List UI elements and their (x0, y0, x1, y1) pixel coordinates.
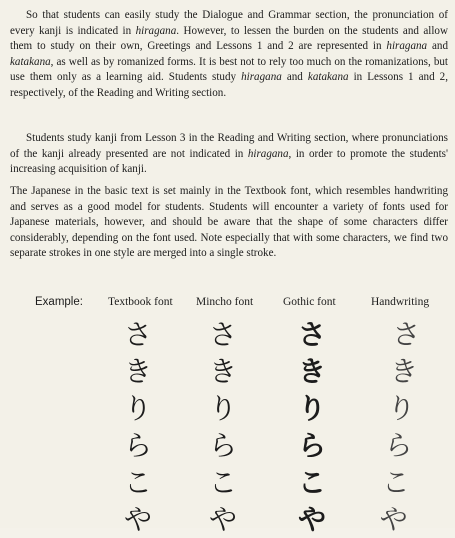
kana-char: き (123, 355, 152, 388)
kana-char: り (208, 392, 237, 425)
text-run: . However, to lessen the burden on the students and allow them to study on their own, Greetings and Lessons 1 and 2 are represented in (10, 24, 448, 53)
italic-term: hiragana (241, 71, 282, 84)
kana-char: さ (123, 318, 152, 351)
text-run: The Japanese in the basic text is set mainly in the Textbook font, which resembles handwriting and serves as a good model for students. Students will encounter a variety of fonts used for Japanese materials, however, and should be aware that the shape of some characters differ considerably, depending on the font used. Note especially that with some characters, we find two separate strokes in one style are merged into a single stroke. (10, 185, 448, 260)
kana-char: き (208, 355, 237, 388)
italic-term: katakana (10, 55, 51, 68)
kana-char: き (297, 355, 326, 388)
column-heading-mincho-font: Mincho font (196, 296, 254, 308)
kana-char: や (208, 503, 237, 536)
example-label: Example: (35, 296, 83, 308)
text-run: , in order to promote the students' increasing acquisition of kanji. (10, 147, 448, 176)
kana-char: り (386, 392, 417, 425)
kana-char: こ (297, 466, 326, 499)
column-heading-handwriting: Handwriting (371, 296, 430, 308)
text-run: So that students can easily study the Dialogue and Grammar section, the pronunciation of every kanji is indicated in (10, 9, 448, 37)
kana-char: り (297, 392, 326, 425)
kana-char: ら (123, 429, 152, 462)
italic-term: hiragana (386, 40, 428, 53)
kana-column-mincho-font (203, 316, 243, 538)
italic-term: katakana (307, 71, 349, 84)
kana-char: さ (297, 318, 326, 351)
kana-char: や (297, 503, 326, 536)
paragraph-dialogue-grammar (10, 8, 448, 102)
italic-term: hiragana (135, 24, 177, 37)
kana-column-gothic-font (292, 316, 332, 538)
italic-term: hiragana (247, 147, 289, 160)
kana-char: き (388, 355, 420, 388)
kana-char: こ (208, 466, 237, 499)
kana-char: ら (297, 429, 326, 462)
kana-char: さ (208, 318, 237, 351)
column-heading-textbook-font: Textbook font (108, 296, 173, 308)
text-run: Students study kanji from Lesson 3 in the Reading and Writing section, where pronunciations of the kanji already presented are not indicated in (10, 132, 448, 160)
kana-char: こ (123, 466, 152, 499)
kana-column-handwriting (372, 316, 428, 538)
column-heading-gothic-font: Gothic font (283, 296, 336, 308)
kana-column-textbook-font (118, 316, 158, 538)
kana-char: さ (391, 318, 422, 351)
kana-char: り (123, 392, 152, 425)
text-run: and (281, 71, 308, 84)
paragraph-fonts (10, 184, 448, 262)
kana-char: ら (208, 429, 237, 462)
text-run: in Lessons 1 and 2, respectively, of the Reading and Writing section. (10, 71, 448, 99)
text-run: , as well as by romanized forms. It is best not to rely too much on the romanizations, but use them only as a learning aid. Students study (10, 55, 448, 84)
text-run: and (427, 40, 448, 53)
kana-char: や (378, 503, 409, 536)
kana-char: ら (383, 429, 414, 462)
kana-char: や (123, 503, 152, 536)
kana-char: こ (380, 466, 412, 499)
paragraph-kanji-study (10, 131, 448, 178)
